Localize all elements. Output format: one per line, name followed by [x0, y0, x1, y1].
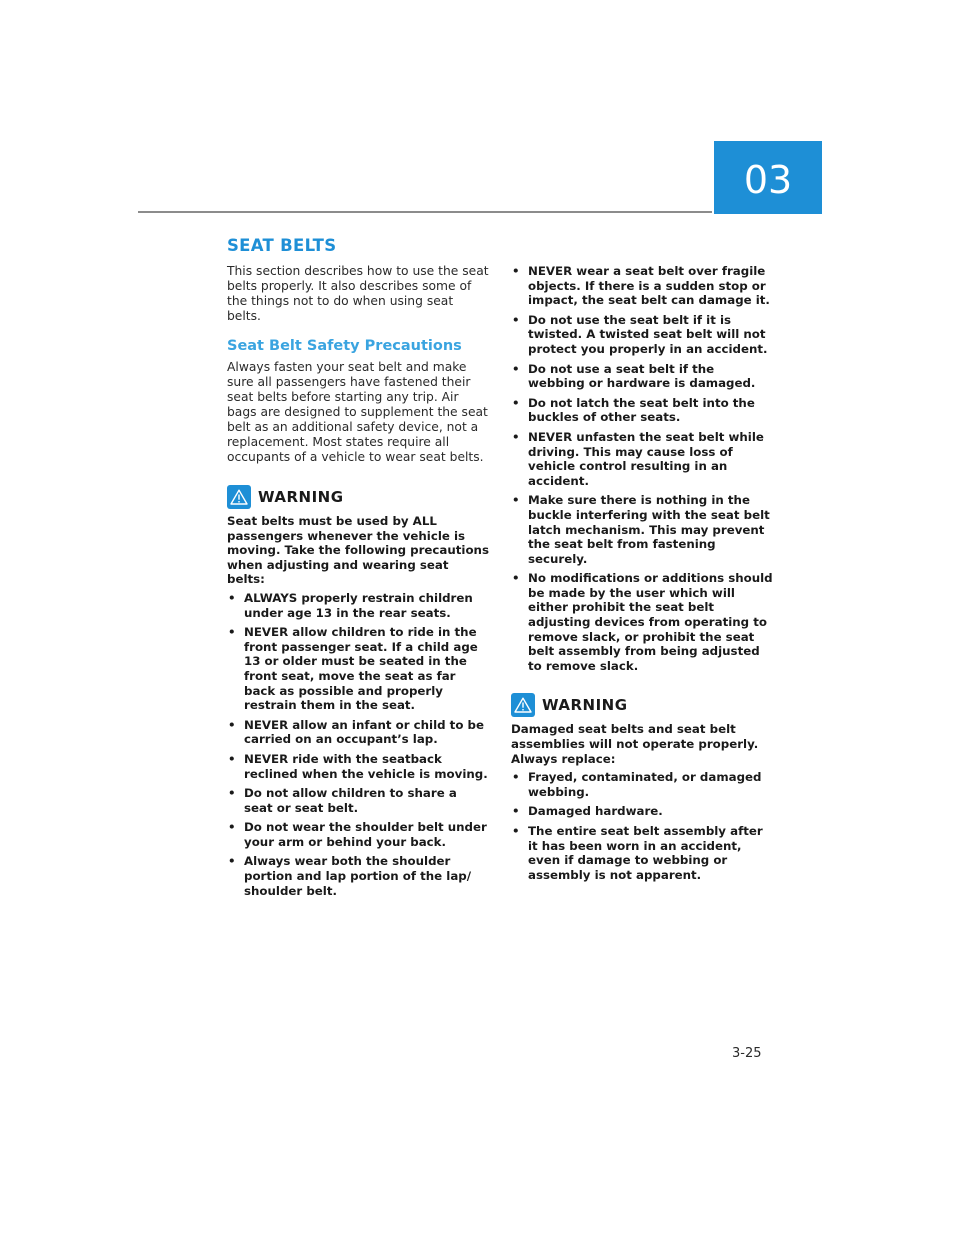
header-rule	[138, 211, 712, 213]
list-item: • Do not allow children to share a seat or seat belt.	[228, 786, 457, 815]
replace-bullet-list	[511, 770, 773, 882]
precaution-bullet-list	[511, 264, 773, 673]
list-item: • Do not latch the seat belt into the buckles of other seats.	[512, 395, 755, 425]
list-item: • The entire seat belt assembly after it has been worn in an accident, even if damage to webbing or assembly is not apparent.	[512, 824, 763, 882]
left-column	[227, 236, 489, 903]
list-item: • NEVER allow an infant or child to be carried on an occupant’s lap.	[228, 717, 484, 747]
warning-title: WARNING	[542, 696, 628, 715]
warning-heading	[511, 693, 773, 717]
list-item: • NEVER wear a seat belt over fragile objects. If there is a sudden stop or impact, the seat belt can damage it.	[512, 264, 770, 308]
page-number: 3-25	[732, 1046, 762, 1061]
warning-intro: Damaged seat belts and seat belt assemblies will not operate properly. Always replace:	[511, 722, 759, 766]
chapter-tab: 03	[714, 141, 822, 214]
precautions-paragraph: Always fasten your seat belt and make sure all passengers have fastened their seat belts before starting any trip. Air bags are designed to supplement the seat belt as an additional safety device, not a replacement. Most states require all occupants of a vehicle to wear seat belts.	[227, 360, 488, 464]
list-item: • Do not use a seat belt if the webbing or hardware is damaged.	[512, 361, 756, 391]
subsection-title: Seat Belt Safety Precautions	[227, 338, 462, 354]
warning-bullet-list	[227, 591, 489, 898]
warning-title: WARNING	[258, 488, 344, 506]
warning-triangle-icon	[227, 485, 251, 509]
list-item: • ALWAYS properly restrain children under age 13 in the rear seats.	[228, 590, 473, 620]
section-title: SEAT BELTS	[227, 236, 337, 255]
list-item: • Frayed, contaminated, or damaged webbing.	[512, 770, 762, 799]
list-item: • NEVER unfasten the seat belt while driving. This may cause loss of vehicle control resulting in an accident.	[512, 429, 764, 488]
list-item: • Always wear both the shoulder portion and lap portion of the lap/ shoulder belt.	[228, 854, 472, 898]
right-column	[511, 264, 773, 887]
list-item: • Do not wear the shoulder belt under your arm or behind your back.	[228, 820, 487, 849]
list-item: • No modifications or additions should be made by the user which will either prohibit the seat belt adjusting devices from operating to remove slack, or prohibit the seat belt assembly from being adjusted to remove slack.	[512, 571, 773, 673]
warning-heading	[227, 485, 489, 509]
list-item: • Do not use the seat belt if it is twisted. A twisted seat belt will not protect you properly in an accident.	[512, 312, 768, 356]
list-item: • NEVER allow children to ride in the front passenger seat. If a child age 13 or older must be seated in the front seat, move the seat as far back as possible and properly restrain them in the seat.	[228, 625, 478, 713]
list-item: • NEVER ride with the seatback reclined when the vehicle is moving.	[228, 751, 488, 781]
list-item: • Make sure there is nothing in the buckle interfering with the seat belt latch mechanism. This may prevent the seat belt from fastening securely.	[512, 493, 770, 566]
list-item: • Damaged hardware.	[512, 804, 663, 819]
warning-triangle-icon	[511, 693, 535, 717]
intro-paragraph: This section describes how to use the seat belts properly. It also describes some of the things not to do when using seat belts.	[227, 264, 489, 323]
warning-intro: Seat belts must be used by ALL passengers whenever the vehicle is moving. Take the following precautions when adjusting and wearing seat belts:	[227, 514, 489, 587]
